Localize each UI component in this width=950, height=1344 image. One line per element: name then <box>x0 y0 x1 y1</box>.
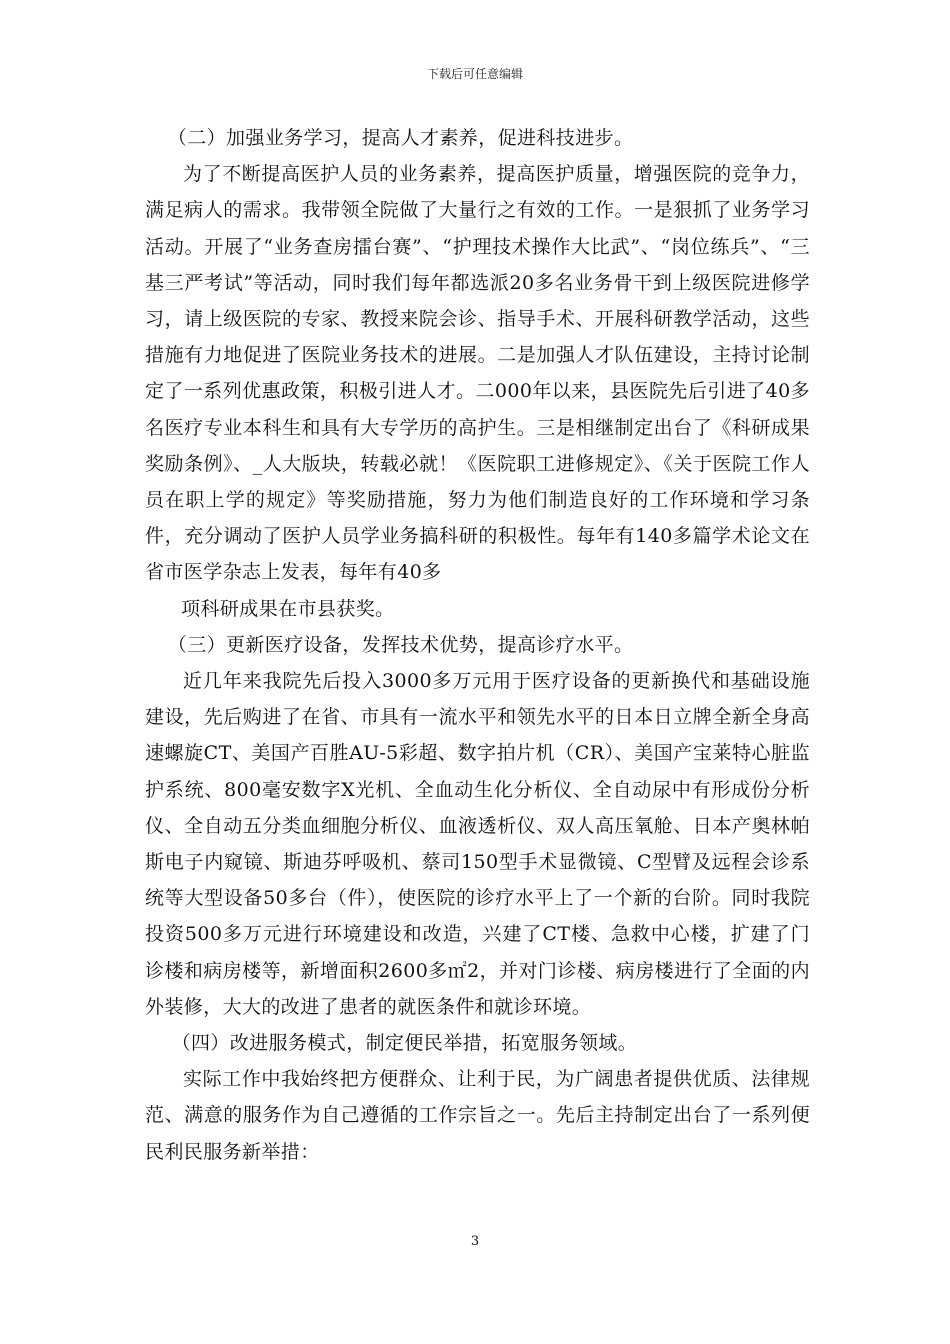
section-heading-3: （三）更新医疗设备，发挥技术优势，提高诊疗水平。 <box>167 633 634 656</box>
paragraph-service: 实际工作中我始终把方便群众、让利于民，为广阔患者提供优质、法律规范、满意的服务作为自己遵循的工作宗旨之一。先后主持制定出台了一系列便民利民服务新举措： <box>145 1068 810 1163</box>
paragraph-equipment: 近几年来我院先后投入3000多万元用于医疗设备的更新换代和基础设施建设，先后购进了在省、市具有一流水平和领先水平的日本日立牌全新全身高速螺旋CT、美国产百胜AU-5彩超、数字拍片机（CR）、美国产宝莱特心脏监护系统、800毫安数字X光机、全血动生化分析仪、全自动尿中有形成份分析仪、全自动五分类血细胞分析仪、血液透析仪、双人高压氧舱、日本产奥林帕斯电子内窥镜、斯迪芬呼吸机、蔡司150型手术显微镜、C型臂及远程会诊系统等大型设备50多台（件），使医院的诊疗水平上了一个新的台阶。同时我院投资500多万元进行环境建设和改造，兴建了CT楼、急救中心楼，扩建了门诊楼和病房楼等，新增面积2600多㎡2，并对门诊楼、病房楼进行了全面的内外装修，大大的改进了患者的就医条件和就诊环境。 <box>145 670 810 1018</box>
paragraph-talent: 为了不断提高医护人员的业务素养，提高医护质量，增强医院的竞争力，满足病人的需求。我带领全院做了大量行之有效的工作。一是狠抓了业务学习活动。开展了“业务查房擂台赛”、“护理技术操作大比武”、“岗位练兵”、“三基三严考试”等活动，同时我们每年都选派20多名业务骨干到上级医院进修学习，请上级医院的专家、教授来院会诊、指导手术、开展科研教学活动，这些措施有力地促进了医院业务技术的进展。二是加强人才队伍建设，主持讨论制定了一系列优惠政策，积极引进人才。二000年以来，县医院先后引进了40多名医疗专业本科生和具有大专学历的高护生。三是相继制定出台了《科研成果奖励条例》、_人大版块，转载必就！《医院职工进修规定》、《关于医院工作人员在职上学的规定》等奖励措施，努力为他们制造良好的工作环境和学习条件，充分调动了医护人员学业务搞科研的积极性。每年有140多篇学术论文在省市医学杂志上发表，每年有40多 <box>145 163 810 584</box>
section-heading-4: （四）改进服务模式，制定便民举措，拓宽服务领域。 <box>171 1032 638 1055</box>
document-body <box>145 120 810 1170</box>
page-number: 3 <box>470 1234 480 1249</box>
page-header: 下载后可任意编辑 <box>426 67 523 81</box>
paragraph-awards: 项科研成果在市县获奖。 <box>181 597 395 620</box>
section-heading-2: （二）加强业务学习，提高人才素养，促进科技进步。 <box>167 127 634 149</box>
